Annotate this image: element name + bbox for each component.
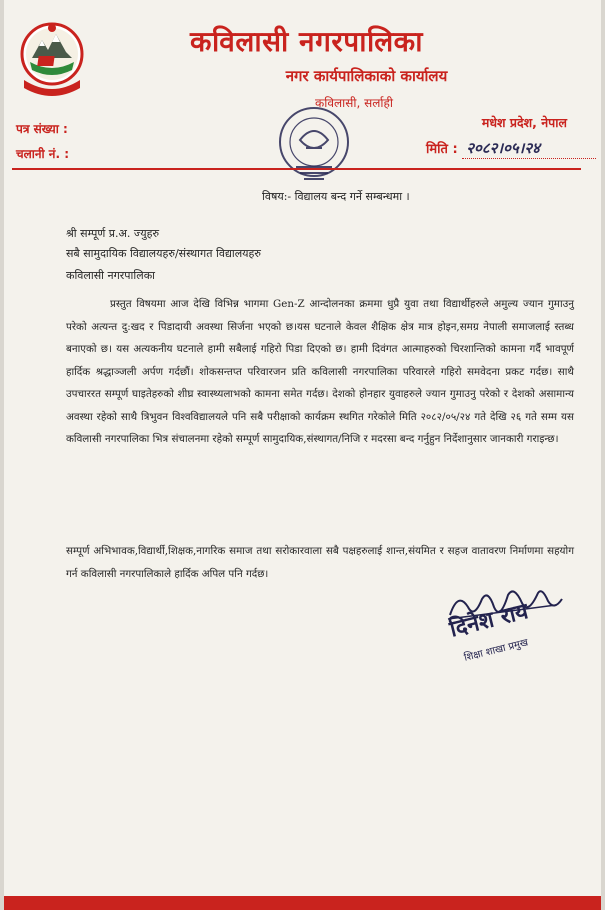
- province-label: मधेश प्रदेश, नेपाल: [481, 115, 567, 130]
- signatory-role: शिक्षा शाखा प्रमुख: [463, 637, 530, 664]
- date-value: २०८२।०५।२४: [462, 138, 596, 159]
- municipality-title: कविलासी नगरपालिका: [190, 25, 423, 58]
- official-stamp: [266, 100, 362, 196]
- letterhead-footer-bar: [4, 896, 601, 910]
- signatory-name: दिनेश राय: [447, 599, 531, 643]
- letterhead-divider: [12, 168, 581, 170]
- letter-subject: विषय:- विद्यालय बन्द गर्ने सम्बन्धमा ।: [262, 190, 410, 203]
- office-address: कविलासी, सर्लाही: [315, 96, 393, 110]
- recipient-line: श्री सम्पूर्ण प्र.अ. ज्युहरु: [66, 227, 160, 240]
- letter-paragraph: सम्पूर्ण अभिभावक,विद्यार्थी,शिक्षक,नागरिक समाज तथा सरोकारवाला सबै पक्षहरुलाई शान्त,संयमित र सहज वातावरण निर्माणमा सहयोग गर्न कविलासी नगरपालिकाले हार्दिक अपिल पनि गर्दछ।: [66, 545, 574, 580]
- dispatch-number-label: चलानी नं. :: [16, 147, 70, 161]
- recipient-line: कविलासी नगरपालिका: [66, 269, 155, 282]
- date-row: [426, 138, 596, 159]
- letter-page: [4, 0, 601, 910]
- recipient-line: सबै सामुदायिक विद्यालयहरु/संस्थागत विद्यालयहरु: [66, 247, 261, 260]
- office-name: नगर कार्यपालिकाको कार्यालय: [285, 67, 448, 85]
- letter-paragraph: प्रस्तुत विषयमा आज देखि विभिन्न भागमा Gen-Z आन्दोलनका क्रममा धुप्रै युवा तथा विद्यार्थीहरुले अमुल्य ज्यान गुमाउनु परेको अत्यन्त दु:खद र पिडादायी अवस्था सिर्जना भएको छ।यस घटनाले केवल शैक्षिक क्षेत्र मात्र होइन,समग्र नेपाली समाजलाई स्तब्ध बनाएको छ। यस अत्यकनीय घटनाले हामी सबैलाई गहिरो पिडा दिएको छ। हामी दिवंगत आत्माहरुको चिरशान्तिको कामना गर्दै भावपूर्ण हार्दिक श्रद्धाञ्जली अर्पण गर्दछौं। शोकसन्तप्त परिवारजन प्रति कविलासी नगरपालिका परिवारले गहिरो समवेदना प्रकट गर्दछ। साथै उपचाररत सम्पूर्ण घाइतेहरुको शीघ्र स्वास्थ्यलाभको कामना समेत गर्दछ। देशको होनहार युवाहरुले ज्यान गुमाउनु परेको र देशको असामान्य अवस्था रहेको साथै त्रिभुवन विश्वविद्यालयले पनि सबै परीक्षाको कार्यक्रम स्थगित गरेकोले मिति २०८२/०५/२४ गते देखि २६ गते सम्म यस कविलासी नगरपालिका भित्र संचालनमा रहेको सम्पूर्ण सामुदायिक,संस्थागत/निजि र मदरसा बन्द गर्नुहुन निर्देशानुसार जानकारी गराइन्छ।: [66, 298, 574, 445]
- letter-number-label: पत्र संख्या :: [16, 122, 68, 136]
- date-label: मिति :: [426, 142, 458, 157]
